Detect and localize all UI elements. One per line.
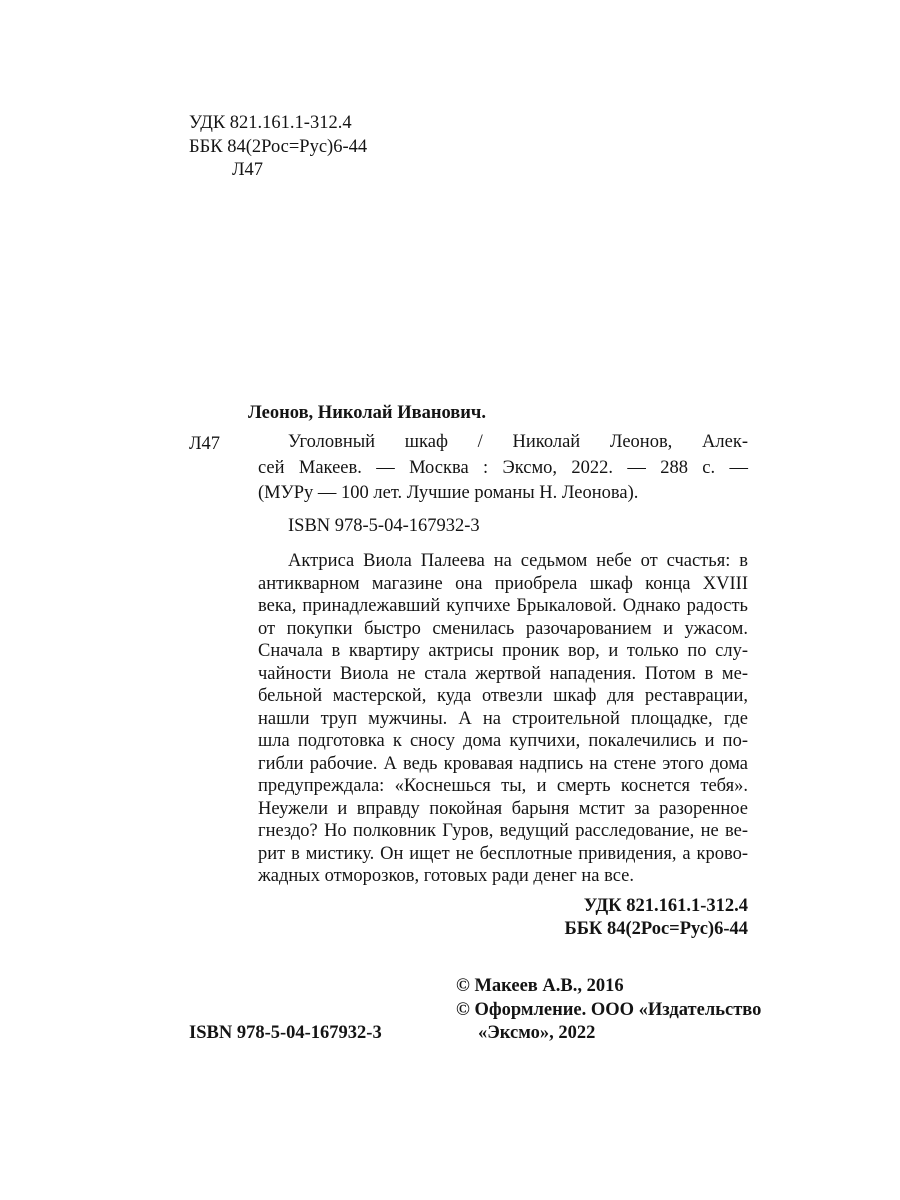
entry-isbn: ISBN 978-5-04-167932-3 — [288, 516, 480, 536]
annotation-line: нашли труп мужчины. А на строительной площадке, где — [258, 708, 748, 729]
annotation-line: предупреждала: «Коснешься ты, и смерть коснется тебя». — [258, 776, 748, 796]
entry-title-line: (МУРу — 100 лет. Лучшие романы Н. Леонова). — [258, 483, 639, 503]
annotation-line: гибли рабочие. А ведь кровавая надпись на стене этого дома — [258, 753, 748, 774]
copyright-line: © Макеев А.В., 2016 — [456, 976, 624, 996]
annotation-line: века, принадлежавший купчихе Брыкаловой. Однако радость — [258, 596, 748, 616]
bottom-udk: УДК 821.161.1-312.4 — [583, 896, 748, 916]
annotation-line: антикварном магазине она приобрела шкаф конца XVIII — [258, 573, 748, 594]
annotation-line: рит в мистику. Он ищет не бесплотные привидения, а крово- — [258, 843, 748, 864]
bottom-bbk: ББК 84(2Рос=Рус)6-44 — [564, 919, 748, 939]
entry-sign: Л47 — [189, 434, 221, 454]
annotation-line: гнездо? Но полковник Гуров, ведущий расследование, не ве- — [258, 821, 748, 841]
annotation-line: Неужели и вправду покойная барыня мстит за разоренное — [258, 798, 748, 819]
top-bbk: ББК 84(2Рос=Рус)6-44 — [189, 137, 368, 157]
top-udk: УДК 821.161.1-312.4 — [189, 113, 352, 133]
annotation-line: шла подготовка к сносу дома купчихи, покалечились и по- — [258, 731, 748, 751]
copyright-line: © Оформление. ООО «Издательство — [456, 1000, 762, 1020]
annotation-line: чайности Виола не стала жертвой нападения. Потом в ме- — [258, 663, 748, 684]
entry-title-line: сей Макеев. — Москва : Эксмо, 2022. — 288 с. — — [258, 458, 748, 478]
entry-author: Леонов, Николай Иванович. — [248, 403, 486, 423]
top-author-sign: Л47 — [232, 160, 264, 180]
annotation-line: жадных отморозков, готовых ради денег на все. — [258, 866, 634, 886]
annotation-line: от покупки быстро сменилась разочарованием и ужасом. — [258, 618, 748, 639]
annotation-line: Актриса Виола Палеева на седьмом небе от счастья: в — [288, 551, 748, 571]
entry-title-line: Уголовный шкаф / Николай Леонов, Алек- — [288, 432, 748, 452]
bottom-isbn: ISBN 978-5-04-167932-3 — [189, 1023, 382, 1043]
annotation-line: бельной мастерской, куда отвезли шкаф для реставрации, — [258, 686, 748, 706]
annotation-line: Сначала в квартиру актрисы проник вор, и только по слу- — [258, 641, 748, 661]
copyright-line: «Эксмо», 2022 — [478, 1023, 596, 1043]
